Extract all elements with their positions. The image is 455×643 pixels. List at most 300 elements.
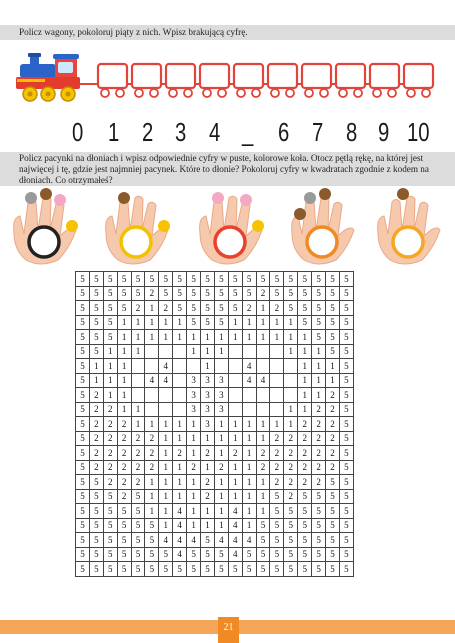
grid-cell[interactable]: 5 [76,359,90,374]
grid-cell[interactable]: 5 [326,504,340,519]
grid-cell[interactable]: 2 [201,475,215,490]
grid-cell[interactable]: 5 [242,547,256,562]
grid-cell[interactable]: 1 [214,344,228,359]
grid-cell[interactable]: 1 [256,504,270,519]
grid-cell[interactable]: 5 [117,504,131,519]
grid-cell[interactable]: 5 [339,460,353,475]
grid-cell[interactable]: 1 [214,504,228,519]
grid-cell[interactable]: 5 [76,344,90,359]
grid-cell[interactable] [228,388,242,403]
grid-cell[interactable]: 4 [228,518,242,533]
grid-cell[interactable]: 1 [256,431,270,446]
grid-cell[interactable]: 1 [284,402,298,417]
grid-cell[interactable]: 2 [131,460,145,475]
grid-cell[interactable]: 5 [201,315,215,330]
grid-cell[interactable]: 3 [201,373,215,388]
grid-cell[interactable]: 5 [89,504,103,519]
grid-cell[interactable]: 5 [312,518,326,533]
grid-cell[interactable]: 1 [117,373,131,388]
grid-cell[interactable]: 5 [298,562,312,577]
grid-cell[interactable]: 1 [159,315,173,330]
grid-cell[interactable]: 1 [256,417,270,432]
grid-cell[interactable]: 4 [159,533,173,548]
grid-cell[interactable]: 1 [131,330,145,345]
grid-cell[interactable]: 5 [284,518,298,533]
grid-cell[interactable]: 3 [201,417,215,432]
grid-cell[interactable]: 5 [339,431,353,446]
grid-cell[interactable]: 2 [326,402,340,417]
grid-cell[interactable] [131,373,145,388]
grid-cell[interactable]: 2 [145,431,159,446]
grid-cell[interactable]: 1 [201,330,215,345]
grid-cell[interactable]: 5 [76,562,90,577]
grid-cell[interactable]: 2 [256,460,270,475]
grid-cell[interactable]: 5 [131,533,145,548]
grid-cell[interactable]: 5 [312,562,326,577]
grid-cell[interactable]: 2 [117,417,131,432]
grid-cell[interactable]: 5 [76,330,90,345]
grid-cell[interactable]: 2 [103,446,117,461]
grid-cell[interactable]: 2 [117,431,131,446]
grid-cell[interactable]: 1 [214,330,228,345]
grid-cell[interactable]: 5 [103,272,117,287]
grid-cell[interactable]: 5 [214,547,228,562]
grid-cell[interactable]: 5 [89,518,103,533]
grid-cell[interactable]: 4 [256,373,270,388]
grid-cell[interactable]: 5 [117,533,131,548]
grid-cell[interactable]: 1 [256,475,270,490]
grid-cell[interactable]: 5 [159,547,173,562]
grid-cell[interactable]: 5 [339,315,353,330]
grid-cell[interactable]: 1 [256,315,270,330]
grid-cell[interactable]: 5 [103,562,117,577]
grid-cell[interactable]: 1 [173,315,187,330]
grid-cell[interactable]: 5 [270,286,284,301]
grid-cell[interactable]: 5 [187,286,201,301]
grid-cell[interactable]: 1 [201,431,215,446]
grid-cell[interactable]: 4 [159,359,173,374]
grid-cell[interactable]: 2 [298,475,312,490]
grid-cell[interactable]: 2 [312,402,326,417]
grid-cell[interactable]: 1 [187,431,201,446]
grid-cell[interactable]: 5 [312,504,326,519]
grid-cell[interactable]: 5 [201,562,215,577]
grid-cell[interactable]: 1 [89,359,103,374]
grid-cell[interactable] [131,359,145,374]
grid-cell[interactable]: 5 [298,315,312,330]
grid-cell[interactable]: 5 [270,562,284,577]
grid-cell[interactable]: 1 [173,489,187,504]
grid-cell[interactable]: 2 [284,460,298,475]
grid-cell[interactable]: 2 [173,446,187,461]
grid-cell[interactable]: 5 [339,562,353,577]
grid-cell[interactable]: 2 [270,460,284,475]
grid-cell[interactable]: 5 [228,562,242,577]
grid-cell[interactable]: 5 [339,417,353,432]
grid-cell[interactable]: 1 [145,504,159,519]
grid-cell[interactable]: 2 [284,431,298,446]
grid-cell[interactable]: 4 [228,504,242,519]
grid-cell[interactable]: 2 [117,475,131,490]
grid-cell[interactable]: 5 [214,301,228,316]
grid-cell[interactable]: 1 [298,359,312,374]
grid-cell[interactable]: 5 [159,286,173,301]
grid-cell[interactable]: 5 [312,286,326,301]
grid-cell[interactable]: 4 [187,533,201,548]
grid-cell[interactable]: 3 [201,402,215,417]
grid-cell[interactable]: 2 [145,460,159,475]
grid-cell[interactable]: 3 [187,402,201,417]
grid-cell[interactable]: 2 [103,431,117,446]
grid-cell[interactable]: 5 [117,286,131,301]
grid-cell[interactable]: 1 [187,330,201,345]
grid-cell[interactable]: 1 [145,301,159,316]
grid-cell[interactable]: 5 [270,504,284,519]
grid-cell[interactable]: 1 [284,417,298,432]
grid-cell[interactable]: 5 [76,417,90,432]
grid-cell[interactable]: 2 [117,446,131,461]
grid-cell[interactable]: 1 [187,489,201,504]
grid-cell[interactable]: 3 [187,373,201,388]
grid-cell[interactable]: 5 [339,547,353,562]
grid-cell[interactable]: 5 [159,562,173,577]
grid-cell[interactable]: 5 [270,533,284,548]
grid-cell[interactable]: 1 [173,417,187,432]
grid-cell[interactable]: 1 [159,504,173,519]
grid-cell[interactable] [270,373,284,388]
grid-cell[interactable]: 1 [242,460,256,475]
grid-cell[interactable]: 5 [298,533,312,548]
grid-cell[interactable]: 2 [270,475,284,490]
grid-cell[interactable]: 2 [312,460,326,475]
grid-cell[interactable]: 5 [256,272,270,287]
grid-cell[interactable]: 5 [284,504,298,519]
grid-cell[interactable]: 2 [89,388,103,403]
grid-cell[interactable]: 5 [89,489,103,504]
grid-cell[interactable]: 1 [103,359,117,374]
grid-cell[interactable]: 5 [76,431,90,446]
grid-cell[interactable]: 5 [326,286,340,301]
grid-cell[interactable]: 1 [326,373,340,388]
grid-cell[interactable]: 1 [131,315,145,330]
grid-cell[interactable]: 4 [242,533,256,548]
grid-cell[interactable]: 1 [117,359,131,374]
grid-cell[interactable] [270,402,284,417]
grid-cell[interactable]: 1 [242,446,256,461]
grid-cell[interactable]: 1 [242,504,256,519]
grid-cell[interactable]: 5 [131,562,145,577]
grid-cell[interactable]: 1 [117,330,131,345]
grid-cell[interactable]: 5 [326,301,340,316]
grid-cell[interactable]: 1 [298,330,312,345]
grid-cell[interactable]: 5 [117,562,131,577]
grid-cell[interactable]: 5 [339,504,353,519]
grid-cell[interactable]: 1 [159,431,173,446]
grid-cell[interactable]: 2 [284,475,298,490]
grid-cell[interactable]: 4 [159,373,173,388]
grid-cell[interactable]: 5 [228,301,242,316]
grid-cell[interactable]: 5 [326,344,340,359]
grid-cell[interactable] [242,344,256,359]
grid-cell[interactable] [131,388,145,403]
grid-cell[interactable]: 1 [145,475,159,490]
grid-cell[interactable]: 1 [298,402,312,417]
grid-cell[interactable]: 5 [76,446,90,461]
grid-cell[interactable]: 5 [89,475,103,490]
grid-cell[interactable]: 5 [312,330,326,345]
grid-cell[interactable]: 1 [242,518,256,533]
grid-cell[interactable]: 5 [298,272,312,287]
grid-cell[interactable]: 1 [298,388,312,403]
grid-cell[interactable]: 5 [339,388,353,403]
grid-cell[interactable]: 5 [326,272,340,287]
grid-cell[interactable]: 2 [214,460,228,475]
grid-cell[interactable]: 5 [103,286,117,301]
grid-cell[interactable]: 1 [131,417,145,432]
grid-cell[interactable]: 5 [339,446,353,461]
grid-cell[interactable]: 1 [242,431,256,446]
grid-cell[interactable]: 2 [159,301,173,316]
grid-cell[interactable]: 5 [214,315,228,330]
grid-cell[interactable]: 1 [242,330,256,345]
grid-cell[interactable]: 5 [103,547,117,562]
grid-cell[interactable]: 1 [159,417,173,432]
grid-cell[interactable]: 5 [201,301,215,316]
grid-cell[interactable]: 1 [214,417,228,432]
grid-cell[interactable]: 1 [117,344,131,359]
grid-cell[interactable]: 5 [89,562,103,577]
grid-cell[interactable]: 1 [270,315,284,330]
grid-cell[interactable]: 5 [131,286,145,301]
grid-cell[interactable]: 1 [284,315,298,330]
grid-cell[interactable]: 5 [284,547,298,562]
grid-cell[interactable]: 5 [76,315,90,330]
grid-cell[interactable]: 1 [187,344,201,359]
grid-cell[interactable]: 5 [339,489,353,504]
grid-cell[interactable]: 5 [339,301,353,316]
grid-cell[interactable]: 1 [159,489,173,504]
grid-cell[interactable] [284,359,298,374]
grid-cell[interactable]: 5 [76,547,90,562]
grid-cell[interactable]: 5 [326,475,340,490]
grid-cell[interactable]: 5 [187,301,201,316]
grid-cell[interactable]: 5 [298,547,312,562]
grid-cell[interactable]: 5 [89,547,103,562]
grid-cell[interactable]: 5 [103,330,117,345]
grid-cell[interactable]: 1 [214,518,228,533]
grid-cell[interactable]: 5 [76,373,90,388]
grid-cell[interactable]: 5 [117,301,131,316]
grid-cell[interactable] [270,344,284,359]
grid-cell[interactable]: 1 [103,344,117,359]
grid-cell[interactable]: 1 [201,460,215,475]
grid-cell[interactable]: 1 [298,344,312,359]
grid-cell[interactable]: 4 [242,359,256,374]
grid-cell[interactable]: 5 [214,272,228,287]
grid-cell[interactable]: 1 [89,373,103,388]
grid-cell[interactable] [187,359,201,374]
grid-cell[interactable] [145,402,159,417]
grid-cell[interactable]: 5 [103,533,117,548]
grid-cell[interactable]: 1 [228,489,242,504]
grid-cell[interactable]: 5 [312,272,326,287]
grid-cell[interactable]: 5 [145,272,159,287]
grid-cell[interactable]: 1 [159,518,173,533]
grid-cell[interactable]: 2 [312,475,326,490]
grid-cell[interactable]: 5 [103,504,117,519]
grid-cell[interactable]: 5 [339,533,353,548]
grid-cell[interactable]: 1 [312,359,326,374]
grid-cell[interactable]: 5 [284,533,298,548]
grid-cell[interactable]: 5 [103,518,117,533]
grid-cell[interactable]: 5 [131,272,145,287]
grid-cell[interactable]: 4 [173,518,187,533]
grid-cell[interactable]: 5 [89,286,103,301]
grid-cell[interactable]: 1 [214,489,228,504]
grid-cell[interactable]: 2 [201,446,215,461]
grid-cell[interactable]: 5 [103,301,117,316]
grid-cell[interactable]: 2 [284,446,298,461]
grid-cell[interactable] [284,388,298,403]
grid-cell[interactable]: 1 [214,446,228,461]
grid-cell[interactable] [173,402,187,417]
grid-cell[interactable] [242,388,256,403]
grid-cell[interactable]: 2 [326,431,340,446]
grid-cell[interactable]: 5 [228,286,242,301]
grid-cell[interactable]: 5 [76,489,90,504]
grid-cell[interactable]: 2 [256,446,270,461]
grid-cell[interactable]: 2 [89,402,103,417]
grid-cell[interactable] [173,359,187,374]
grid-cell[interactable]: 1 [117,402,131,417]
grid-cell[interactable]: 5 [326,562,340,577]
missing-number-blank[interactable]: _ [242,117,254,147]
grid-cell[interactable]: 2 [270,301,284,316]
grid-cell[interactable]: 1 [173,475,187,490]
grid-cell[interactable]: 5 [214,562,228,577]
grid-cell[interactable]: 1 [173,330,187,345]
grid-cell[interactable]: 2 [201,489,215,504]
grid-cell[interactable]: 5 [298,489,312,504]
grid-cell[interactable]: 5 [76,504,90,519]
grid-cell[interactable]: 5 [117,518,131,533]
grid-cell[interactable]: 5 [312,533,326,548]
grid-cell[interactable]: 2 [117,460,131,475]
grid-cell[interactable] [173,373,187,388]
grid-cell[interactable]: 2 [89,431,103,446]
grid-cell[interactable]: 2 [89,446,103,461]
grid-cell[interactable]: 5 [339,272,353,287]
grid-cell[interactable]: 5 [339,402,353,417]
grid-cell[interactable] [256,402,270,417]
grid-cell[interactable]: 5 [201,533,215,548]
grid-cell[interactable]: 3 [214,402,228,417]
grid-cell[interactable]: 2 [298,446,312,461]
grid-cell[interactable]: 5 [270,489,284,504]
grid-cell[interactable]: 2 [131,446,145,461]
grid-cell[interactable] [242,402,256,417]
grid-cell[interactable]: 1 [159,446,173,461]
grid-cell[interactable]: 1 [159,330,173,345]
grid-cell[interactable]: 2 [326,446,340,461]
grid-cell[interactable]: 1 [256,489,270,504]
grid-cell[interactable]: 1 [242,417,256,432]
grid-cell[interactable]: 2 [131,301,145,316]
grid-cell[interactable]: 2 [103,475,117,490]
grid-cell[interactable]: 5 [242,286,256,301]
grid-cell[interactable]: 5 [312,547,326,562]
grid-cell[interactable]: 5 [89,533,103,548]
grid-cell[interactable]: 5 [76,286,90,301]
grid-cell[interactable]: 1 [117,388,131,403]
grid-cell[interactable]: 1 [242,475,256,490]
grid-cell[interactable]: 5 [284,272,298,287]
grid-cell[interactable]: 4 [145,373,159,388]
grid-cell[interactable]: 5 [284,286,298,301]
grid-cell[interactable] [270,359,284,374]
grid-cell[interactable]: 2 [312,431,326,446]
grid-cell[interactable] [256,388,270,403]
grid-cell[interactable] [159,344,173,359]
grid-cell[interactable]: 1 [159,460,173,475]
grid-cell[interactable]: 5 [117,547,131,562]
grid-cell[interactable]: 1 [173,460,187,475]
grid-cell[interactable]: 5 [284,562,298,577]
grid-cell[interactable] [159,388,173,403]
grid-cell[interactable]: 1 [201,518,215,533]
grid-cell[interactable]: 1 [228,330,242,345]
grid-cell[interactable]: 1 [187,446,201,461]
grid-cell[interactable]: 4 [242,373,256,388]
grid-cell[interactable]: 5 [145,547,159,562]
grid-cell[interactable]: 5 [312,301,326,316]
grid-cell[interactable]: 1 [145,417,159,432]
grid-cell[interactable]: 5 [256,533,270,548]
grid-cell[interactable]: 1 [256,301,270,316]
grid-cell[interactable]: 4 [228,533,242,548]
grid-cell[interactable]: 1 [256,330,270,345]
grid-cell[interactable]: 4 [228,547,242,562]
grid-cell[interactable]: 1 [187,518,201,533]
grid-cell[interactable] [228,344,242,359]
grid-cell[interactable] [270,388,284,403]
grid-cell[interactable]: 5 [187,562,201,577]
grid-cell[interactable]: 5 [339,373,353,388]
grid-cell[interactable]: 5 [298,518,312,533]
grid-cell[interactable]: 4 [173,533,187,548]
grid-cell[interactable]: 1 [228,417,242,432]
grid-cell[interactable] [228,373,242,388]
grid-cell[interactable]: 1 [228,431,242,446]
grid-cell[interactable]: 5 [270,547,284,562]
grid-cell[interactable]: 5 [76,272,90,287]
grid-cell[interactable] [214,359,228,374]
grid-cell[interactable]: 1 [228,475,242,490]
grid-cell[interactable]: 1 [145,315,159,330]
grid-cell[interactable]: 2 [228,446,242,461]
grid-cell[interactable] [145,344,159,359]
grid-cell[interactable]: 5 [159,272,173,287]
grid-cell[interactable]: 5 [256,562,270,577]
grid-cell[interactable]: 5 [339,330,353,345]
grid-cell[interactable]: 2 [270,431,284,446]
grid-cell[interactable]: 2 [187,460,201,475]
grid-cell[interactable]: 1 [242,489,256,504]
grid-cell[interactable]: 5 [76,475,90,490]
grid-cell[interactable]: 5 [326,533,340,548]
grid-cell[interactable]: 2 [298,417,312,432]
grid-cell[interactable]: 5 [339,359,353,374]
